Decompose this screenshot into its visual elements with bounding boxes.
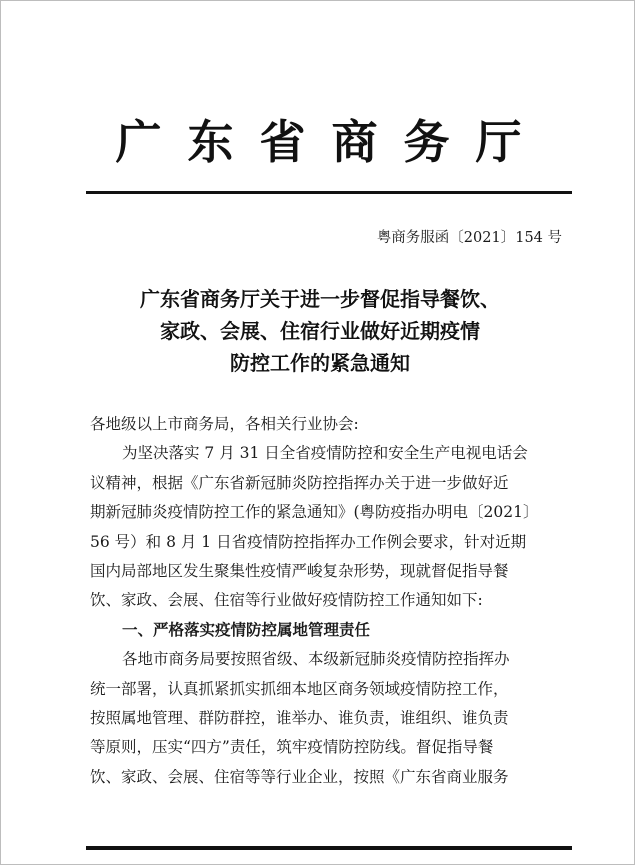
document-number: 粤商务服函〔2021〕154 号 <box>376 230 562 246</box>
title-line-1: 广东省商务厅关于进一步督促指导餐饮、 <box>140 287 500 311</box>
paragraph-1-line-3: 期新冠肺炎疫情防控工作的紧急通知》(粤防疫指办明电〔2021〕 <box>90 503 539 522</box>
paragraph-1-line-4: 56 号）和 8 月 1 日省疫情防控指挥办工作例会要求，针对近期 <box>90 532 527 551</box>
paragraph-2-line-1: 各地市商务局要按照省级、本级新冠肺炎疫情防控指挥办 <box>122 650 510 669</box>
document-body <box>90 410 570 792</box>
addressee: 各地级以上市商务局，各相关行业协会: <box>90 415 359 433</box>
bottom-divider <box>86 846 572 850</box>
section-1-heading: 一、严格落实疫情防控属地管理责任 <box>122 620 371 639</box>
document-title <box>70 283 570 379</box>
letterhead-org-name: 广东省商务厅 <box>115 115 548 169</box>
paragraph-1-line-2: 议精神，根据《广东省新冠肺炎防控指挥办关于进一步做好近 <box>90 473 509 492</box>
paragraph-1-line-5: 国内局部地区发生聚集性疫情严峻复杂形势，现就督促指导餐 <box>90 561 509 580</box>
title-line-2: 家政、会展、住宿行业做好近期疫情 <box>160 319 480 343</box>
paragraph-1-line-1: 为坚决落实 7 月 31 日全省疫情防控和安全生产电视电话会 <box>122 444 528 463</box>
title-line-3: 防控工作的紧急通知 <box>230 351 410 375</box>
paragraph-1-line-6: 饮、家政、会展、住宿等行业做好疫情防控工作通知如下: <box>90 591 483 610</box>
paragraph-2-line-5: 饮、家政、会展、住宿等等行业企业，按照《广东省商业服务 <box>90 767 509 786</box>
letterhead-divider <box>86 191 572 194</box>
paragraph-2-line-3: 按照属地管理、群防群控，谁举办、谁负责，谁组织、谁负责 <box>90 708 509 727</box>
paragraph-2-line-4: 等原则，压实“四方”责任，筑牢疫情防控防线。督促指导餐 <box>90 738 494 757</box>
paragraph-2-line-2: 统一部署，认真抓紧抓实抓细本地区商务领域疫情防控工作， <box>90 679 509 698</box>
